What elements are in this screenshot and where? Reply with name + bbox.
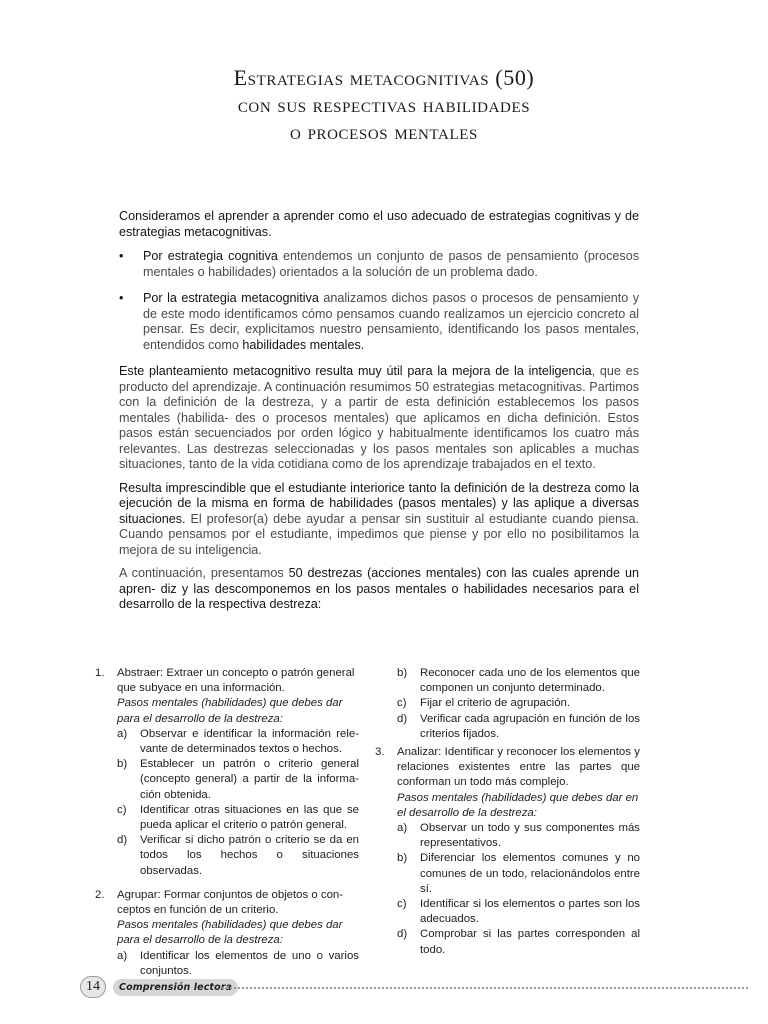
step-letter: c): [397, 697, 407, 710]
step-letter: b): [117, 758, 128, 771]
bullet-metacognitive-end: habilidades mentales.: [242, 337, 365, 352]
step-letter: a): [117, 949, 128, 962]
item-steps: [117, 949, 359, 979]
item-definition: Abstraer: Extraer un concepto o patrón general que subyace en una información.: [117, 667, 355, 695]
step-a: [397, 821, 640, 851]
item-steps-heading: Pasos mentales (habilidades) que debes dar para el desarrollo de la destreza:: [117, 919, 343, 947]
step-d: [117, 833, 359, 879]
step-text: Observar e identificar la información rele- vante de determinados textos o hechos.: [140, 727, 359, 756]
step-a: [117, 949, 359, 979]
bullet-cognitive-term: Por estrategia cognitiva: [143, 249, 278, 263]
title-line-3: o procesos mentales: [290, 119, 478, 144]
item-steps-heading: Pasos mentales (habilidades) que debes dar en el desarrollo de la destreza:: [397, 791, 639, 819]
step-d: [397, 712, 640, 742]
step-c: [397, 696, 640, 711]
bullet-cognitive: [119, 249, 639, 280]
item-number: 1.: [95, 667, 105, 679]
step-text: Identificar los elementos de uno o varios conjuntos.: [140, 949, 359, 977]
intro-section: [119, 209, 639, 621]
step-letter: d): [397, 928, 408, 941]
item-number: 3.: [375, 746, 385, 759]
bullet-metacognitive-term: Por la estrategia metacognitiva: [143, 291, 319, 305]
step-letter: b): [397, 667, 408, 679]
title-line-2: con sus respectivas habilidades: [237, 92, 531, 117]
paragraph-planteamiento: [119, 364, 639, 473]
list-column-right: [375, 666, 640, 967]
step-text: Diferenciar los elementos comunes y no comunes de un todo, relacionándolos entre sí.: [420, 852, 640, 895]
intro-lead: Consideramos el aprender a aprender como el uso adecuado de estrategias cognitivas y de estrategias metacognitivas.: [119, 209, 639, 239]
item-definition: Analizar: Identificar y reconocer los elementos y relaciones existentes entre las partes que conforman un todo más complejo.: [397, 746, 640, 789]
step-c: [117, 803, 359, 833]
list-item: [95, 666, 359, 879]
step-letter: b): [397, 852, 408, 865]
step-text: Identificar otras situaciones en las que se pueda aplicar el criterio o patrón general.: [140, 803, 359, 832]
step-letter: d): [117, 834, 128, 847]
step-text: Comprobar si las partes corresponden al todo.: [420, 928, 640, 956]
list-column-left: [95, 666, 359, 988]
item-steps-continued: [375, 666, 640, 742]
paragraph-imprescindible-bold: Resulta imprescindible que el estudiante interiorice tanto la definición de la destreza como la ejecución de la misma en forma de habilidades (pasos mentales) y las aplique a diversas situaciones.: [119, 480, 639, 526]
step-letter: a): [397, 822, 408, 835]
step-a: [117, 727, 359, 757]
paragraph-planteamiento-bold: Este planteamiento metacognitivo resulta muy útil para la mejora de la inteligencia: [119, 364, 592, 378]
step-c: [397, 897, 640, 927]
step-text: Verificar cada agrupación en función de los criterios fijados.: [420, 712, 640, 740]
bullet-metacognitive: [119, 291, 639, 353]
step-text: Reconocer cada uno de los elementos que componen un conjunto determinado.: [420, 667, 640, 695]
item-number: 2.: [95, 888, 105, 901]
item-definition: Agrupar: Formar conjuntos de objetos o con- ceptos en función de un criterio.: [117, 888, 344, 917]
paragraph-imprescindible: [119, 481, 639, 559]
paragraph-continuacion-text: A continuación, presentamos: [119, 566, 289, 580]
step-b: [397, 851, 640, 897]
step-b: [117, 757, 359, 803]
step-letter: d): [397, 712, 408, 725]
list-item: [95, 888, 359, 979]
page-number: 14: [80, 976, 106, 998]
step-letter: c): [117, 803, 127, 816]
paragraph-planteamiento-text: , que es producto del aprendizaje. A continuación resumimos 50 estrategias metacognitivas. Partimos con la definición de la destreza, y a partir de esta definición establecemos los pasos mentales (habilida- des o procesos mentales) que aplicamos en dicha definición. Estos pasos están secuenciados por orden lógico y habitualmente identificamos los cuatro más relevantes. Las destrezas seleccionadas y los pasos mentales son aplicables a muchas situaciones, tanto de la vida cotidiana como de los aprendizaje trabajados en el texto.: [119, 364, 639, 471]
page-title: [0, 64, 768, 145]
paragraph-imprescindible-text: El profesor(a) debe ayudar a pensar sin sustituir al estudiante cuando piensa. Cuando pensamos por el estudiante, impedimos que piense y por ello no posibilitamos la mejora de su inteligencia.: [119, 511, 639, 557]
step-text: Observar un todo y sus componentes más representativos.: [420, 822, 640, 850]
item-steps: [117, 727, 359, 879]
step-text: Identificar si los elementos o partes son los adecuados.: [420, 898, 640, 926]
list-item: [375, 745, 640, 958]
paragraph-continuacion: [119, 566, 639, 613]
bullet-metacognitive-text: analizamos dichos pasos o procesos de pensamiento y de este modo identificamos cómo pensamos cuando realizamos un ejercicio concreto al pensar. Es decir, explicitamos nuestro pensamiento, identificando los pasos mentales, entendidos como: [143, 291, 639, 352]
step-text: Fijar el criterio de agrupación.: [420, 697, 571, 710]
footer-divider: [222, 987, 748, 989]
section-label: Comprensión lectora: [113, 979, 238, 996]
step-text: Verificar si dicho patrón o criterio se da en todos los hechos o situaciones observadas.: [140, 834, 359, 877]
step-d: [397, 927, 640, 957]
item-steps: [397, 821, 640, 958]
step-b: [397, 666, 640, 696]
item-steps-heading: Pasos mentales (habilidades) que debes dar para el desarrollo de la destreza:: [117, 697, 343, 725]
definition-list: [119, 249, 639, 353]
title-line-1: Estrategias metacognitivas (50): [233, 65, 535, 90]
page-footer: [80, 976, 748, 998]
step-text: Establecer un patrón o criterio general (concepto general) a partir de la informa- ción obtenida.: [140, 758, 359, 801]
paragraph-continuacion-bold: 50 destrezas (acciones mentales) con las cuales aprende un apren- diz y las descomponemos en los pasos mentales o habilidades necesarios para el desarrollo de la respectiva destreza:: [119, 566, 639, 611]
bullet-cognitive-text: entendemos un conjunto de pasos de pensamiento (procesos mentales o habilidades) orientados a la solución de un problema dado.: [143, 249, 640, 279]
step-letter: a): [117, 727, 128, 740]
step-letter: c): [397, 898, 407, 911]
